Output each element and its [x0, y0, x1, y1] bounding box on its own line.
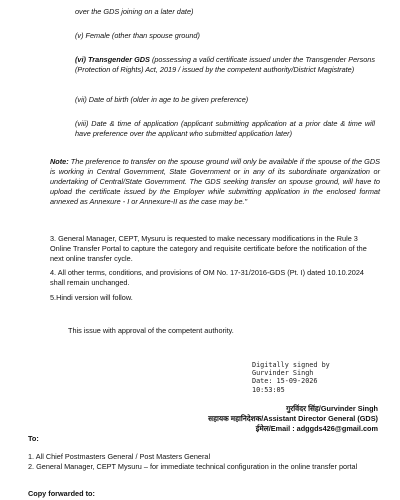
- criterion-vi-title: (vi) Transgender GDS: [75, 55, 150, 64]
- signatory-designation: सहायक महानिदेशक/Assistant Director General (GDS): [208, 414, 378, 423]
- criterion-continuation: over the GDS joining on a later date): [75, 7, 194, 16]
- digital-signature-line3: Date: 15-09-2026: [252, 377, 318, 386]
- approval-line: This issue with approval of the competent authority.: [68, 326, 234, 335]
- note-text: The preference to transfer on the spouse ground will only be available if the spouse of the GDS is working in Central Government, State Government or in any of its subordinate organization or undertaking of Central/State Government. The GDS seeking transfer on spouse ground, will have to upload the certificate issued by the Employer while submitting application in the enclosed format annexed as Annexure - I or Annexure-II as the case may be.": [50, 157, 380, 206]
- to-item-1: 1. All Chief Postmasters General / Post Masters General: [28, 452, 211, 461]
- signatory-block: [78, 404, 378, 434]
- to-item-2: 2. General Manager, CEPT Mysuru – for immediate technical configuration in the online transfer portal: [28, 462, 358, 471]
- criterion-vii: (vii) Date of birth (older in age to be given preference): [75, 95, 249, 104]
- note-label: Note:: [50, 157, 69, 166]
- digital-signature: [252, 361, 372, 394]
- signatory-email: ईमेल/Email : adggds426@gmail.com: [255, 424, 378, 433]
- paragraph-5: 5.Hindi version will follow.: [50, 293, 133, 302]
- note-paragraph: [50, 157, 380, 207]
- digital-signature-line1: Digitally signed by: [252, 361, 330, 369]
- criterion-vi: [75, 55, 375, 75]
- to-list: [28, 452, 368, 472]
- paragraph-3: 3. General Manager, CEPT, Mysuru is requested to make necessary modifications in the Rule 3 Online Transfer Portal to capture the category and requisite certificate before the notification of the next online transfer cycle.: [50, 234, 367, 263]
- copy-forwarded-heading: Copy forwarded to:: [28, 489, 95, 498]
- digital-signature-line4: 10:53:05: [252, 385, 285, 394]
- criterion-v: (v) Female (other than spouse ground): [75, 31, 200, 40]
- criterion-vi-text: (possessing a valid certificate issued under the Transgender Persons (Protection of Rights) Act, 2019 / issued by the competent authority/District Magistrate): [75, 55, 375, 74]
- criterion-viii: (viii) Date & time of application (applicant submitting application at a prior date & time will have preference over the applicant who submitted application later): [75, 119, 375, 138]
- digital-signature-line2: Gurvinder Singh: [252, 369, 314, 378]
- paragraph-4: 4. All other terms, conditions, and provisions of OM No. 17-31/2016-GDS (Pt. I) dated 10.10.2024 shall remain unchanged.: [50, 268, 364, 287]
- signatory-name: गुरविंदर सिंह/Gurvinder Singh: [286, 404, 378, 413]
- to-heading: To:: [28, 434, 39, 443]
